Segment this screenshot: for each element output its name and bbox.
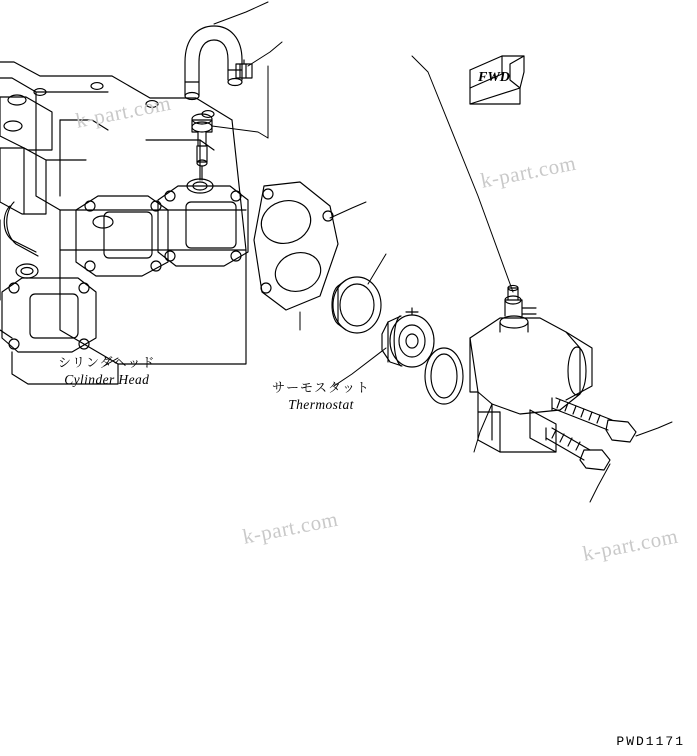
fwd-label: FWD (478, 70, 510, 85)
label-thermostat-en: Thermostat (288, 397, 354, 413)
watermark: k-part.com (73, 90, 173, 133)
label-cylinder-head-jp: シリンダヘッド (58, 356, 156, 371)
label-cylinder-head-en: Cylinder Head (64, 372, 150, 388)
label-thermostat-jp: サーモスタット (272, 381, 371, 396)
label-thermostat (272, 381, 370, 414)
thermostat-housing (470, 285, 592, 452)
hose-clamp (236, 60, 252, 78)
seal-ring-1 (332, 277, 381, 333)
watermark: k-part.com (478, 150, 578, 193)
water-hose (185, 26, 242, 100)
thermostat-gasket (254, 182, 338, 310)
thermostat-part (382, 308, 434, 367)
leader-lines (104, 2, 672, 502)
drawing-part-number: PWD1171 (616, 734, 685, 749)
watermark: k-part.com (580, 523, 680, 566)
watermark: k-part.com (240, 506, 340, 549)
o-ring (425, 348, 463, 404)
label-cylinder-head (58, 356, 155, 389)
